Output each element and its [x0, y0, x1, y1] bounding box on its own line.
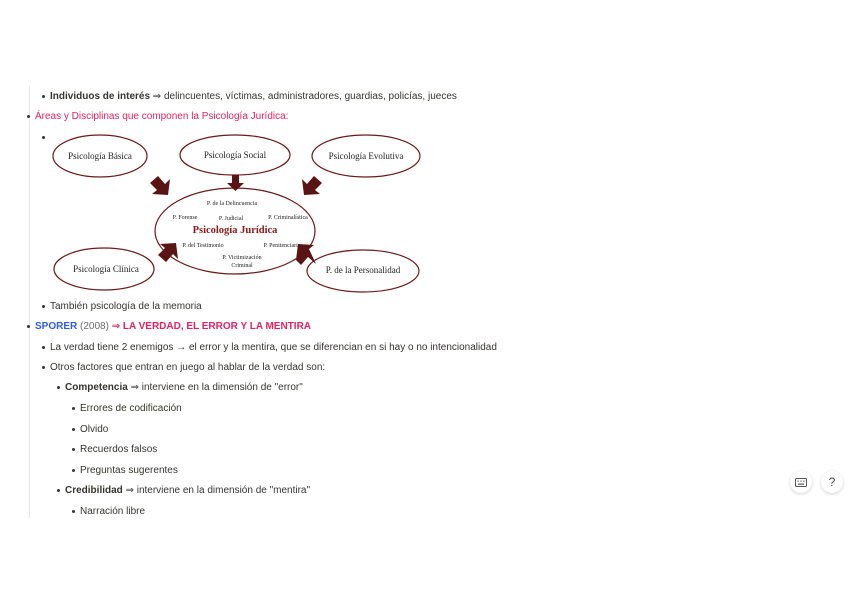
label-evolutiva: Psicología Evolutiva: [328, 151, 404, 161]
label-clinica: Psicología Clínica: [73, 264, 139, 274]
label-center-title: Psicología Jurídica: [192, 225, 278, 236]
list-item-recuerdos: Recuerdos falsos: [80, 444, 158, 455]
label-social: Psicología Social: [203, 150, 267, 160]
label-judicial: P. Judicial: [218, 216, 244, 222]
label-personalidad: P. de la Personalidad: [325, 265, 401, 275]
help-button[interactable]: [821, 471, 843, 493]
list-item-areas: Áreas y Disciplinas que componen la Psicología Jurídica:: [35, 111, 289, 122]
bullet: [72, 428, 75, 431]
bullet: [72, 448, 75, 451]
keyboard-icon: [795, 478, 807, 487]
keyboard-shortcuts-button[interactable]: [790, 471, 812, 493]
bullet: [42, 346, 45, 349]
sporer-title: ⇒ LA VERDAD, EL ERROR Y LA MENTIRA: [111, 321, 312, 332]
toggle-guide-line: [29, 86, 30, 518]
list-item-narracion: Narración libre: [80, 506, 146, 517]
list-item-sporer: [35, 320, 311, 334]
bullet: [42, 366, 45, 369]
arrow-evolutiva: [302, 176, 322, 195]
bullet: [57, 489, 60, 492]
bullet: [27, 325, 30, 328]
credibilidad-text: ⇒ interviene en la dimensión de "mentira": [122, 485, 311, 496]
credibilidad-label: Credibilidad: [65, 485, 123, 496]
list-item-competencia: [65, 381, 303, 395]
individuos-text: ⇒ delincuentes, víctimas, administradores, guardias, policías, jueces: [150, 91, 457, 102]
list-item-otros: Otros factores que entran en juego al hablar de la verdad son:: [50, 362, 326, 373]
label-penitenciaria: P. Penitenciaria: [263, 243, 301, 249]
bullet: [42, 305, 45, 308]
label-delincuencia: P. de la Delincuencia: [206, 201, 258, 207]
bullet: [72, 510, 75, 513]
list-item-preguntas: Preguntas sugerentes: [80, 465, 178, 476]
bullet: [57, 386, 60, 389]
label-criminalistica: P. Criminalística: [268, 215, 308, 221]
bullet: [42, 136, 45, 139]
label-testimonio: P. del Testimonio: [182, 243, 224, 249]
psicologia-juridica-diagram: [50, 131, 422, 297]
label-basica: Psicología Básica: [68, 151, 132, 161]
sporer-name: SPORER: [35, 321, 78, 332]
list-item-credibilidad: [65, 484, 310, 498]
bullet: [42, 95, 45, 98]
competencia-label: Competencia: [65, 382, 128, 393]
label-forense: P. Forense: [172, 215, 198, 221]
list-item-verdad: La verdad tiene 2 enemigos → el error y la mentira, que se diferencian en si hay o no intencionalidad: [50, 342, 497, 353]
list-item-individuos: [50, 90, 457, 104]
help-icon: ?: [828, 475, 836, 489]
list-item-olvido: Olvido: [80, 424, 109, 435]
competencia-text: ⇒ interviene en la dimensión de "error": [127, 382, 303, 393]
sporer-year: (2008): [77, 321, 112, 332]
list-item-errores: Errores de codificación: [80, 403, 182, 414]
individuos-label: Individuos de interés: [50, 91, 151, 102]
label-victimizacion: P. Victimización: [222, 255, 262, 261]
list-item-tambien: También psicología de la memoria: [50, 301, 202, 312]
label-criminal: Criminal: [231, 263, 253, 269]
arrow-basica: [150, 176, 170, 195]
bullet: [27, 115, 30, 118]
bullet: [72, 469, 75, 472]
bullet: [72, 407, 75, 410]
